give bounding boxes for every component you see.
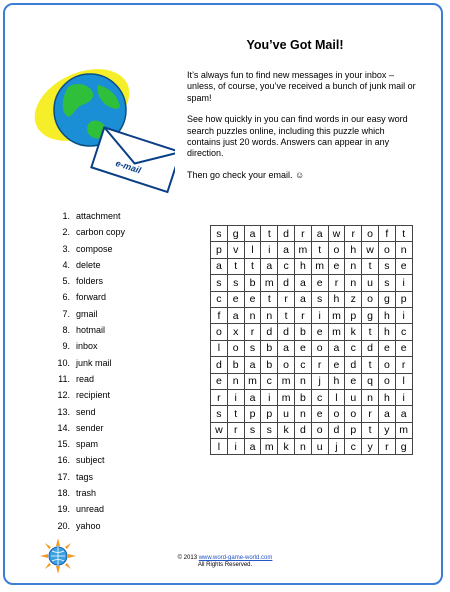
grid-cell: m <box>311 258 328 274</box>
grid-cell: b <box>294 324 311 340</box>
word-text: yahoo <box>76 520 101 531</box>
grid-cell: t <box>362 258 379 274</box>
grid-cell: o <box>378 242 395 258</box>
grid-cell: i <box>395 307 412 323</box>
grid-row <box>211 340 413 356</box>
grid-cell: o <box>211 324 228 340</box>
grid-cell: r <box>328 275 345 291</box>
word-text: tags <box>76 471 94 482</box>
grid-cell: c <box>211 291 228 307</box>
grid-cell: e <box>328 357 345 373</box>
grid-cell: j <box>311 373 328 389</box>
grid-cell: i <box>261 389 278 405</box>
grid-cell: e <box>211 373 228 389</box>
word-text: hotmail <box>76 325 106 336</box>
word-number: 5. <box>62 276 70 287</box>
grid-cell: e <box>227 291 244 307</box>
word-list-item <box>55 224 125 240</box>
word-text: attachment <box>76 211 121 221</box>
word-list-item <box>55 404 125 420</box>
grid-cell: p <box>244 406 261 422</box>
grid-cell: o <box>362 291 379 307</box>
grid-cell: c <box>278 258 295 274</box>
word-text: forward <box>76 292 107 303</box>
grid-row <box>211 324 413 340</box>
grid-cell: o <box>345 406 362 422</box>
word-text: spam <box>76 439 99 450</box>
grid-cell: a <box>227 307 244 323</box>
grid-cell: o <box>227 340 244 356</box>
envelope-label: e-mail <box>114 157 143 176</box>
word-list-item <box>55 420 125 436</box>
grid-cell: i <box>261 242 278 258</box>
word-list-item <box>55 306 125 322</box>
grid-cell: l <box>244 242 261 258</box>
word-number: 12. <box>57 390 70 401</box>
word-number: 4. <box>62 259 70 270</box>
word-text: folders <box>76 276 104 287</box>
grid-cell: p <box>261 406 278 422</box>
globe-mail-clipart <box>30 55 175 195</box>
word-list-item <box>55 501 125 517</box>
word-number: 1. <box>62 211 70 221</box>
word-number: 16. <box>57 455 70 466</box>
word-number: 3. <box>62 243 70 254</box>
copyright-text: © 2013 <box>177 555 198 561</box>
word-list-item <box>55 257 125 273</box>
grid-cell: g <box>362 307 379 323</box>
grid-cell: e <box>328 258 345 274</box>
word-number: 13. <box>57 406 70 417</box>
word-list <box>55 208 125 534</box>
grid-cell: l <box>211 340 228 356</box>
grid-cell: d <box>362 340 379 356</box>
grid-cell: w <box>362 242 379 258</box>
word-number: 14. <box>57 422 70 433</box>
grid-cell: b <box>244 275 261 291</box>
grid-cell: u <box>362 275 379 291</box>
grid-cell: s <box>244 340 261 356</box>
word-list-item <box>55 338 125 354</box>
grid-cell: h <box>328 291 345 307</box>
word-text: subject <box>76 455 105 466</box>
grid-cell: a <box>211 258 228 274</box>
grid-cell: q <box>362 373 379 389</box>
grid-cell: h <box>378 324 395 340</box>
grid-cell: r <box>211 389 228 405</box>
grid-cell: c <box>261 373 278 389</box>
grid-cell: r <box>278 291 295 307</box>
grid-cell: n <box>345 258 362 274</box>
grid-cell: r <box>395 357 412 373</box>
grid-cell: n <box>227 373 244 389</box>
word-number: 20. <box>57 520 70 531</box>
grid-cell: k <box>345 324 362 340</box>
word-text: junk mail <box>76 357 112 368</box>
grid-cell: i <box>227 439 244 455</box>
grid-cell: s <box>311 291 328 307</box>
grid-cell: h <box>378 307 395 323</box>
grid-cell: s <box>211 275 228 291</box>
grid-cell: o <box>311 340 328 356</box>
grid-cell: e <box>311 275 328 291</box>
grid-cell: d <box>328 422 345 438</box>
grid-cell: o <box>378 357 395 373</box>
grid-row <box>211 291 413 307</box>
footer <box>150 555 300 569</box>
grid-cell: o <box>362 226 379 242</box>
grid-cell: t <box>244 258 261 274</box>
word-list-item <box>55 241 125 257</box>
grid-cell: a <box>244 226 261 242</box>
grid-cell: r <box>311 357 328 373</box>
grid-cell: e <box>294 340 311 356</box>
grid-row <box>211 422 413 438</box>
grid-cell: p <box>211 242 228 258</box>
grid-cell: d <box>211 357 228 373</box>
word-number: 9. <box>62 341 70 352</box>
word-number: 15. <box>57 439 70 450</box>
grid-cell: r <box>378 439 395 455</box>
word-text: trash <box>76 488 97 499</box>
grid-cell: e <box>395 340 412 356</box>
word-text: read <box>76 373 95 384</box>
grid-cell: t <box>227 406 244 422</box>
word-list-item <box>55 371 125 387</box>
grid-cell: o <box>328 242 345 258</box>
grid-cell: n <box>261 307 278 323</box>
grid-cell: t <box>278 307 295 323</box>
grid-cell: s <box>378 275 395 291</box>
grid-cell: d <box>278 226 295 242</box>
grid-cell: a <box>395 406 412 422</box>
grid-cell: d <box>294 422 311 438</box>
grid-cell: c <box>345 340 362 356</box>
grid-cell: m <box>395 422 412 438</box>
word-search-grid <box>210 225 413 455</box>
grid-cell: e <box>311 324 328 340</box>
grid-cell: t <box>311 242 328 258</box>
grid-cell: a <box>278 242 295 258</box>
grid-cell: r <box>227 422 244 438</box>
grid-cell: m <box>244 373 261 389</box>
word-list-item <box>55 273 125 289</box>
grid-cell: m <box>328 324 345 340</box>
grid-row <box>211 357 413 373</box>
word-number: 2. <box>62 227 70 238</box>
word-text: gmail <box>76 308 98 319</box>
grid-row <box>211 226 413 242</box>
grid-cell: h <box>294 258 311 274</box>
grid-cell: a <box>378 406 395 422</box>
grid-row <box>211 389 413 405</box>
grid-cell: n <box>244 307 261 323</box>
grid-cell: r <box>244 324 261 340</box>
grid-cell: l <box>328 389 345 405</box>
grid-cell: t <box>261 226 278 242</box>
grid-cell: h <box>328 373 345 389</box>
grid-cell: f <box>211 307 228 323</box>
word-list-item <box>55 289 125 305</box>
grid-cell: a <box>244 357 261 373</box>
website-link[interactable]: www.word-game-world.com <box>198 555 273 561</box>
grid-cell: t <box>261 291 278 307</box>
grid-row <box>211 373 413 389</box>
grid-cell: b <box>227 357 244 373</box>
grid-cell: t <box>395 226 412 242</box>
word-list-item <box>55 208 125 224</box>
page-title: You’ve Got Mail! <box>246 38 344 52</box>
grid-cell: e <box>378 340 395 356</box>
word-list-item <box>55 452 125 468</box>
intro-text <box>187 70 419 191</box>
grid-cell: n <box>362 389 379 405</box>
grid-cell: t <box>362 357 379 373</box>
grid-cell: e <box>311 406 328 422</box>
grid-cell: r <box>294 226 311 242</box>
grid-cell: x <box>227 324 244 340</box>
grid-cell: m <box>261 275 278 291</box>
grid-cell: o <box>378 373 395 389</box>
grid-cell: a <box>244 389 261 405</box>
grid-cell: n <box>294 373 311 389</box>
grid-cell: a <box>294 275 311 291</box>
word-number: 7. <box>62 308 70 319</box>
grid-row <box>211 307 413 323</box>
grid-cell: l <box>395 373 412 389</box>
word-text: recipient <box>76 390 111 401</box>
grid-cell: y <box>378 422 395 438</box>
grid-cell: b <box>261 357 278 373</box>
grid-cell: f <box>378 226 395 242</box>
word-text: send <box>76 406 96 417</box>
grid-cell: g <box>378 291 395 307</box>
grid-cell: a <box>244 439 261 455</box>
grid-cell: w <box>328 226 345 242</box>
grid-cell: i <box>395 275 412 291</box>
grid-cell: u <box>345 389 362 405</box>
grid-row <box>211 275 413 291</box>
grid-cell: r <box>294 307 311 323</box>
grid-row <box>211 258 413 274</box>
grid-cell: z <box>345 291 362 307</box>
word-number: 18. <box>57 488 70 499</box>
grid-cell: n <box>345 275 362 291</box>
grid-cell: i <box>227 389 244 405</box>
grid-cell: a <box>294 291 311 307</box>
grid-row <box>211 406 413 422</box>
grid-cell: m <box>294 242 311 258</box>
grid-cell: s <box>227 275 244 291</box>
grid-cell: a <box>311 226 328 242</box>
grid-cell: k <box>278 422 295 438</box>
word-list-item <box>55 469 125 485</box>
grid-cell: n <box>294 439 311 455</box>
word-number: 6. <box>62 292 70 303</box>
grid-cell: u <box>311 439 328 455</box>
grid-cell: m <box>328 307 345 323</box>
grid-cell: u <box>278 406 295 422</box>
word-number: 17. <box>57 471 70 482</box>
grid-cell: m <box>278 373 295 389</box>
grid-cell: b <box>294 389 311 405</box>
grid-cell: d <box>345 357 362 373</box>
grid-cell: w <box>211 422 228 438</box>
grid-cell: b <box>261 340 278 356</box>
word-list-item <box>55 387 125 403</box>
grid-cell: r <box>345 226 362 242</box>
word-text: sender <box>76 422 104 433</box>
grid-cell: p <box>345 422 362 438</box>
grid-cell: h <box>345 242 362 258</box>
grid-cell: s <box>261 422 278 438</box>
intro-paragraph: Then go check your email. ☺ <box>187 169 305 180</box>
grid-cell: y <box>362 439 379 455</box>
grid-cell: i <box>311 307 328 323</box>
grid-cell: n <box>395 242 412 258</box>
grid-cell: a <box>278 340 295 356</box>
intro-paragraph: It’s always fun to find new messages in your inbox – unless, of course, you’ve received a bunch of junk mail or spam! <box>187 70 416 103</box>
grid-cell: s <box>211 406 228 422</box>
grid-cell: g <box>227 226 244 242</box>
grid-cell: e <box>395 258 412 274</box>
grid-cell: n <box>294 406 311 422</box>
word-text: unread <box>76 504 105 515</box>
grid-cell: k <box>278 439 295 455</box>
grid-cell: g <box>395 439 412 455</box>
grid-cell: c <box>311 389 328 405</box>
word-text: carbon copy <box>76 227 126 238</box>
grid-cell: v <box>227 242 244 258</box>
word-text: inbox <box>76 341 98 352</box>
grid-cell: c <box>294 357 311 373</box>
grid-cell: s <box>378 258 395 274</box>
grid-cell: p <box>345 307 362 323</box>
word-list-item <box>55 355 125 371</box>
grid-cell: a <box>261 258 278 274</box>
rights-text: All Rights Reserved. <box>197 562 253 568</box>
grid-cell: e <box>345 373 362 389</box>
grid-cell: s <box>244 422 261 438</box>
word-number: 10. <box>57 357 70 368</box>
grid-cell: e <box>244 291 261 307</box>
grid-cell: d <box>278 275 295 291</box>
grid-cell: o <box>311 422 328 438</box>
grid-row <box>211 439 413 455</box>
grid-cell: s <box>211 226 228 242</box>
grid-cell: o <box>278 357 295 373</box>
grid-cell: l <box>211 439 228 455</box>
grid-cell: c <box>395 324 412 340</box>
grid-cell: t <box>227 258 244 274</box>
grid-cell: m <box>261 439 278 455</box>
grid-cell: d <box>278 324 295 340</box>
word-list-item <box>55 436 125 452</box>
grid-cell: h <box>378 389 395 405</box>
word-text: delete <box>76 259 101 270</box>
grid-cell: p <box>395 291 412 307</box>
word-number: 11. <box>58 373 70 384</box>
grid-row <box>211 242 413 258</box>
word-number: 19. <box>57 504 70 515</box>
grid-cell: i <box>395 389 412 405</box>
word-list-item <box>55 322 125 338</box>
grid-cell: a <box>328 340 345 356</box>
word-number: 8. <box>62 325 70 336</box>
grid-cell: r <box>362 406 379 422</box>
word-game-world-logo-icon <box>40 538 76 574</box>
grid-cell: o <box>328 406 345 422</box>
intro-paragraph: See how quickly in you can find words in our easy word search puzzles online, including this puzzle which contains just 20 words. Answers can appear in any direction. <box>187 114 408 159</box>
grid-cell: t <box>362 324 379 340</box>
word-text: compose <box>76 243 113 254</box>
grid-cell: c <box>345 439 362 455</box>
envelope-icon <box>91 127 175 192</box>
grid-cell: m <box>278 389 295 405</box>
grid-cell: j <box>328 439 345 455</box>
word-list-item <box>55 485 125 501</box>
grid-cell: t <box>362 422 379 438</box>
grid-cell: d <box>261 324 278 340</box>
word-list-item <box>55 518 125 534</box>
